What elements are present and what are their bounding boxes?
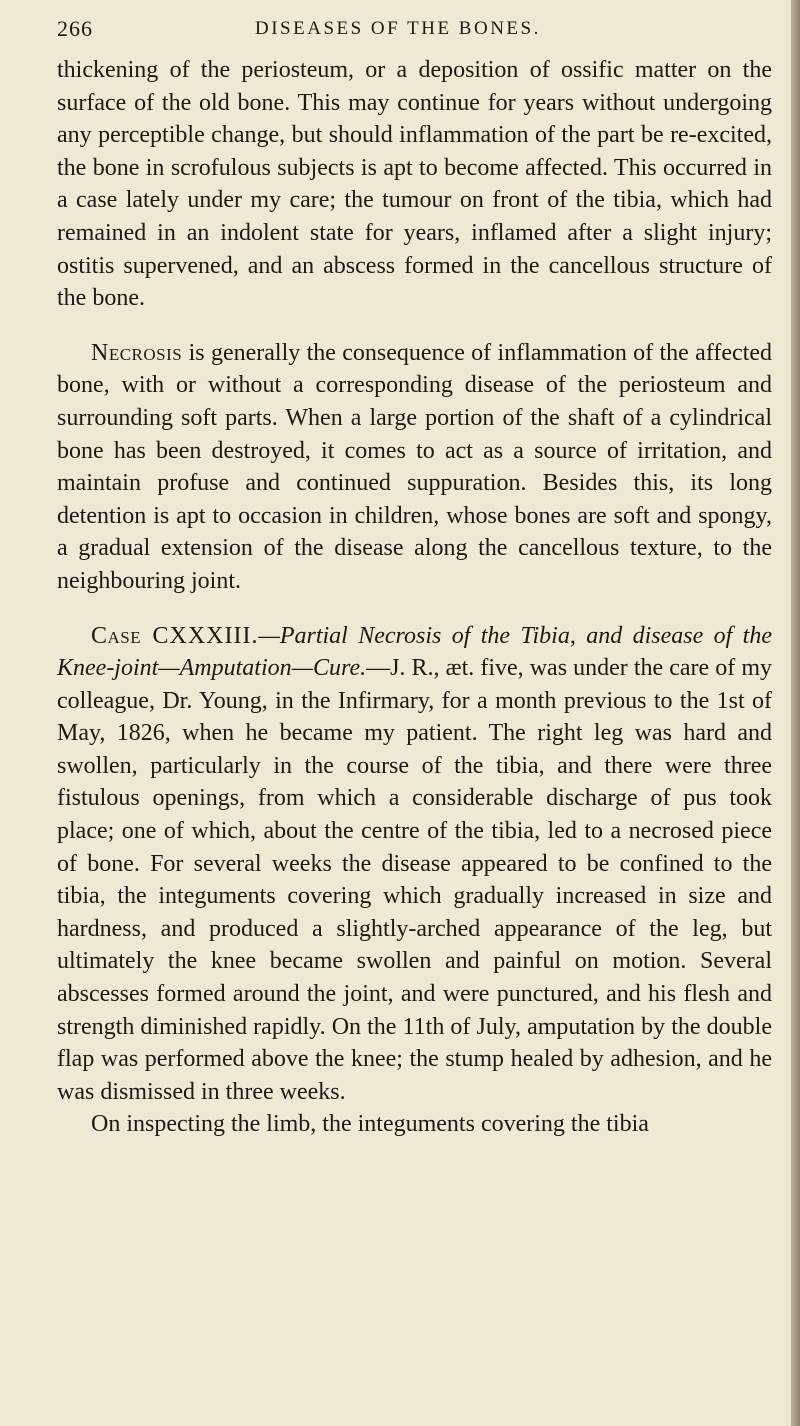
running-head: DISEASES OF THE BONES. — [255, 18, 541, 39]
paragraph-text: —J. R., æt. five, was under the care of my colleague, Dr. Young, in the Infirmary, for a month previous to the 1st of May, 1826, when he became my patient. The right leg was hard and swollen, particularly in the course of the tibia, and there were three fistulous openings, from which a considerable discharge of pus took place; one of which, about the centre of the tibia, led to a necrosed piece of bone. For several weeks the disease appeared to be confined to the tibia, the integuments covering which gradually increased in size and hardness, and produced a slightly-arched appearance of the leg, but ultimately the knee became swollen and painful on motion. Several abscesses formed around the joint, and were punctured, and his flesh and strength diminished rapidly. On the 11th of July, amputation by the double flap was performed above the knee; the stump healed by adhesion, and he was dismissed in three weeks. — [57, 655, 772, 1105]
necrosis-lead: Necrosis — [91, 339, 183, 366]
case-label: Case — [91, 622, 142, 649]
page-number: 266 — [57, 16, 93, 41]
paragraph-text: is generally the consequence of inflammation of the affected bone, with or without a corresponding disease of the periosteum and surrounding soft parts. When a large portion of the shaft of a cylindrical bone has been destroyed, it comes to act as a source of irritation, and maintain profuse and continued suppuration. Besides this, its long detention is apt to occasion in children, whose bones are soft and spongy, a gradual extension of the disease along the cancellous texture, to the neighbouring joint. — [57, 339, 772, 594]
page-header — [0, 14, 800, 44]
body-text — [57, 54, 772, 1141]
paragraph-text: thickening of the periosteum, or a deposition of ossific matter on the surface of the old bone. This may continue for years without undergoing any perceptible change, but should inflammation of the part be re-excited, the bone in scrofulous subjects is apt to become affected. This occurred in a case lately under my care; the tumour on front of the tibia, which had remained in an indolent state for years, inflamed after a slight injury; ostitis supervened, and an abscess formed in the cancellous structure of the bone. — [57, 57, 772, 312]
paragraph-inspection — [57, 1108, 772, 1141]
paragraph-case — [57, 620, 772, 1109]
case-number: CXXXIII. — [141, 622, 259, 649]
paragraph-text: On inspecting the limb, the integuments covering the tibia — [91, 1111, 649, 1138]
paragraph-necrosis — [57, 337, 772, 598]
page-edge — [791, 0, 800, 1426]
case-title: —Partial Necrosis of the Tibia, and disease of the Knee-joint—Amputation—Cure. — [57, 622, 772, 682]
paragraph-periosteum — [57, 54, 772, 315]
